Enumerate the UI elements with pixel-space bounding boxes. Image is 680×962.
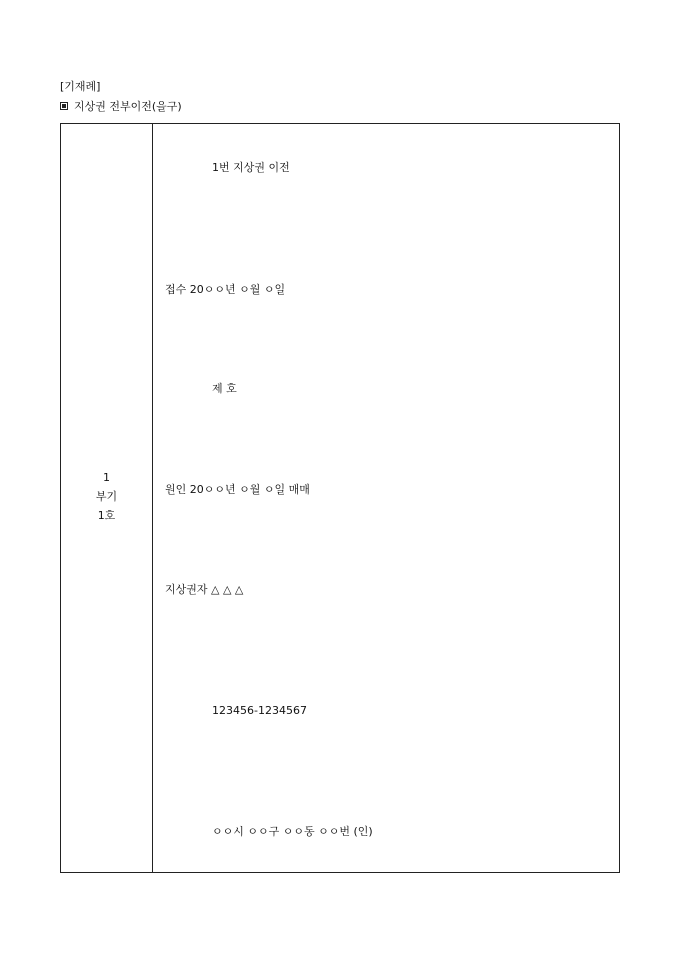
holder-address: ㅇㅇ시 ㅇㅇ구 ㅇㅇ동 ㅇㅇ번 (인) — [212, 825, 373, 838]
section-title: 지상권 전부이전(을구) — [74, 100, 182, 113]
holder-name: 지상권자 △ △ △ — [165, 583, 244, 596]
transfer-target: 1번 지상권 이전 — [212, 161, 290, 174]
square-bullet-icon — [60, 102, 68, 110]
receipt-number: 제 호 — [212, 382, 237, 395]
section-heading — [60, 100, 182, 114]
column-divider — [152, 123, 153, 873]
resident-number: 123456-1234567 — [212, 704, 307, 717]
example-label: [기재례] — [60, 80, 101, 93]
supplementary-label: 부기 — [95, 490, 118, 503]
rank-number: 1 — [103, 471, 110, 484]
supplementary-number: 1호 — [97, 509, 116, 522]
registration-cause: 원인 20ㅇㅇ년 ㅇ월 ㅇ일 매매 — [165, 483, 310, 496]
receipt-date: 접수 20ㅇㅇ년 ㅇ월 ㅇ일 — [165, 283, 286, 296]
registry-number-cell — [61, 468, 152, 525]
